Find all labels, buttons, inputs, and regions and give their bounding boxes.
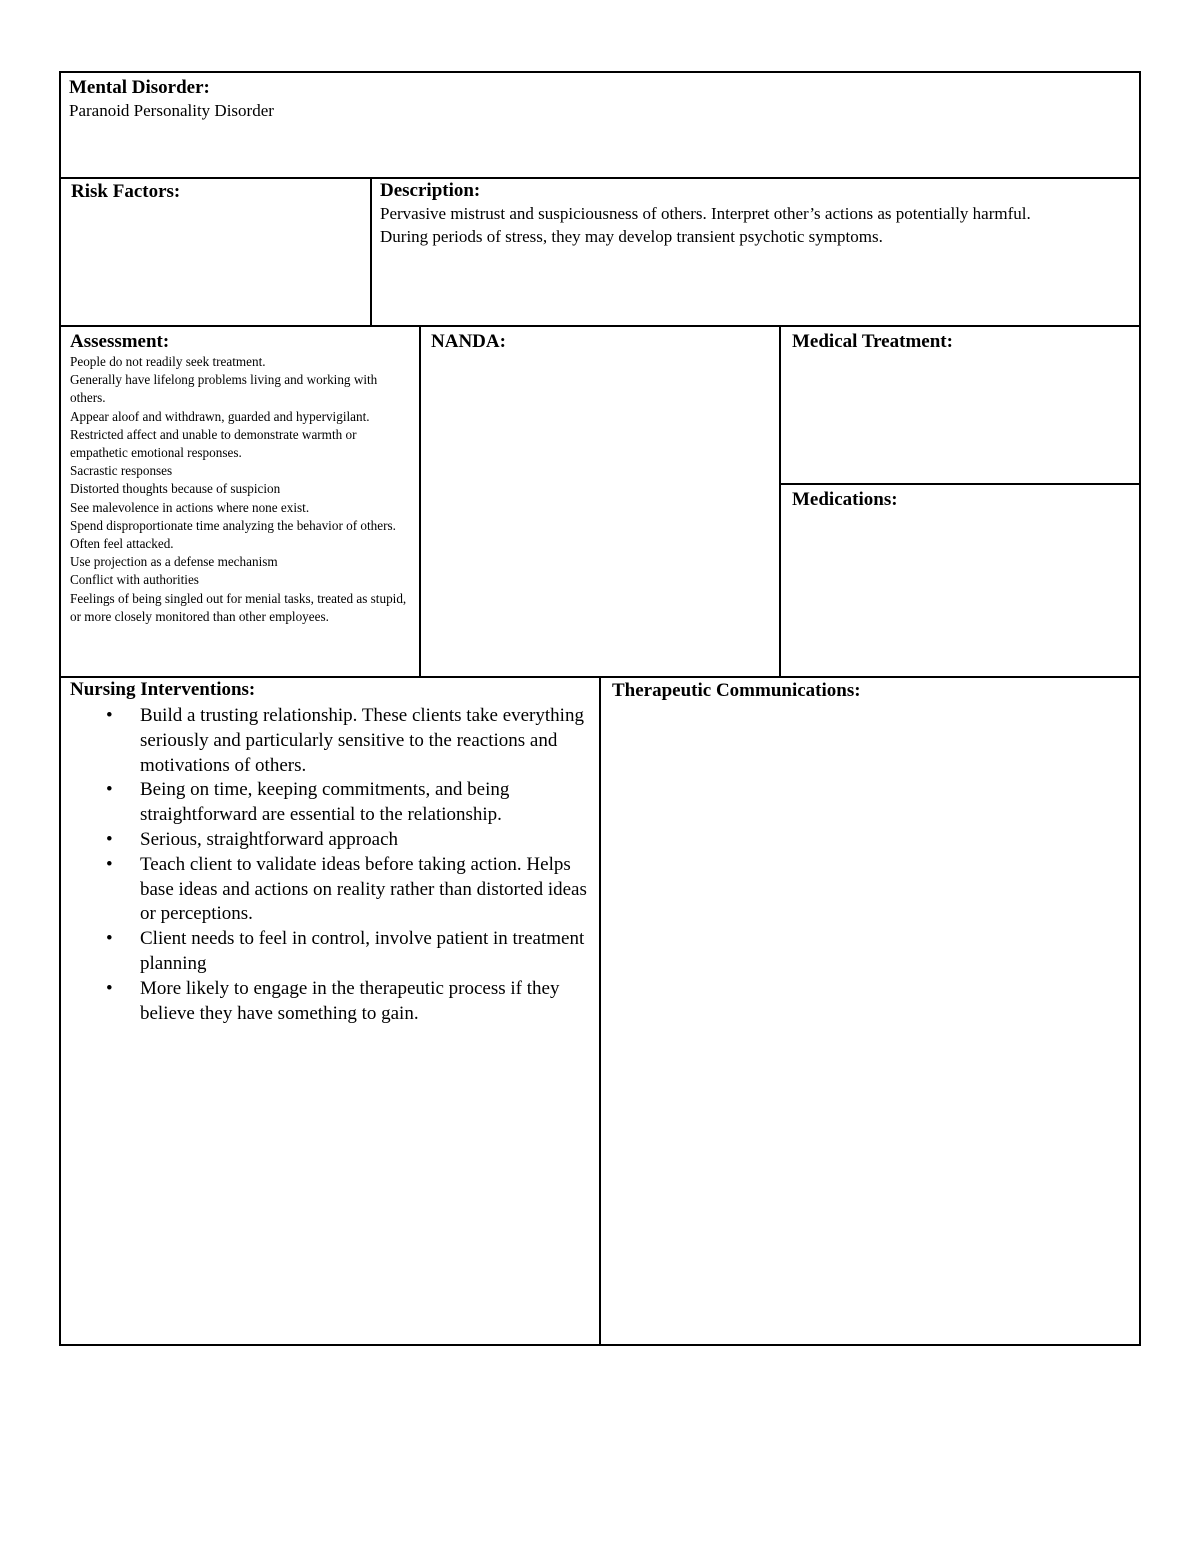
- care-plan-table: [59, 71, 1141, 1346]
- bullet-icon: •: [106, 705, 113, 726]
- assessment-list: [70, 353, 410, 626]
- medications-divider: [780, 483, 1139, 485]
- therapeutic-communications-cell: [612, 680, 1132, 1335]
- risk-factors-label: Risk Factors:: [71, 181, 181, 202]
- list-item: Distorted thoughts because of suspicion: [70, 481, 281, 497]
- list-item: Often feel attacked.: [70, 536, 174, 552]
- interventions-communications-divider: [599, 676, 601, 1346]
- list-item: Restricted affect and unable to demonstrate warmth or empathetic emotional responses.: [70, 426, 357, 461]
- bullet-icon: •: [106, 853, 113, 875]
- therapeutic-communications-label: Therapeutic Communications:: [612, 680, 861, 701]
- medications-cell: [792, 489, 1132, 673]
- assessment-nanda-divider: [419, 325, 421, 678]
- assessment-cell: [70, 331, 410, 676]
- list-item: See malevolence in actions where none exist.: [70, 499, 310, 515]
- medical-treatment-label: Medical Treatment:: [792, 331, 953, 352]
- description-label: Description:: [380, 180, 481, 201]
- bullet-icon: •: [106, 928, 113, 950]
- nanda-medical-divider: [779, 325, 781, 678]
- medications-label: Medications:: [792, 489, 898, 510]
- list-item: • Build a trusting relationship. These clients take everything seriously and particularly sensitive to the reactions and motivations of others.: [106, 705, 584, 776]
- assessment-label: Assessment:: [70, 331, 170, 352]
- row-divider-1: [61, 177, 1139, 179]
- description-cell: [380, 180, 1080, 322]
- mental-disorder-value: Paranoid Personality Disorder: [69, 101, 274, 120]
- bullet-icon: •: [106, 828, 113, 850]
- risk-description-divider: [370, 177, 372, 327]
- list-item: • Client needs to feel in control, involve patient in treatment planning: [106, 928, 585, 974]
- nanda-label: NANDA:: [431, 331, 506, 352]
- nursing-interventions-cell: [70, 679, 595, 1339]
- list-item: Generally have lifelong problems living and working with others.: [70, 372, 378, 406]
- nanda-cell: [431, 331, 771, 671]
- list-item: • Teach client to validate ideas before taking action. Helps base ideas and actions on reality rather than distorted ideas or perceptions.: [106, 853, 587, 925]
- list-item: Appear aloof and withdrawn, guarded and hypervigilant.: [70, 408, 370, 424]
- nursing-interventions-list: [70, 704, 595, 1026]
- list-item: • Being on time, keeping commitments, and being straightforward are essential to the relationship.: [106, 779, 510, 826]
- list-item: Sacrastic responses: [70, 463, 173, 479]
- mental-disorder-cell: [69, 77, 1129, 175]
- medical-treatment-cell: [792, 331, 1132, 481]
- list-item: Spend disproportionate time analyzing the behavior of others.: [70, 517, 396, 533]
- bullet-icon: •: [106, 977, 113, 999]
- list-item: Conflict with authorities: [70, 572, 199, 588]
- mental-disorder-label: Mental Disorder:: [69, 77, 210, 98]
- list-item: • More likely to engage in the therapeutic process if they believe they have something to gain.: [106, 977, 560, 1024]
- list-item: Use projection as a defense mechanism: [70, 554, 278, 570]
- bullet-icon: •: [106, 779, 113, 801]
- row-divider-2: [61, 325, 1139, 327]
- description-text: Pervasive mistrust and suspiciousness of others. Interpret other’s actions as potentially harmful. During periods of stress, they may develop transient psychotic symptoms.: [380, 204, 1031, 246]
- list-item: Feelings of being singled out for menial tasks, treated as stupid, or more closely monitored than other employees.: [70, 590, 407, 624]
- nursing-interventions-label: Nursing Interventions:: [70, 679, 256, 700]
- list-item: • Serious, straightforward approach: [140, 828, 595, 853]
- list-item: People do not readily seek treatment.: [70, 354, 266, 369]
- risk-factors-cell: [71, 181, 366, 321]
